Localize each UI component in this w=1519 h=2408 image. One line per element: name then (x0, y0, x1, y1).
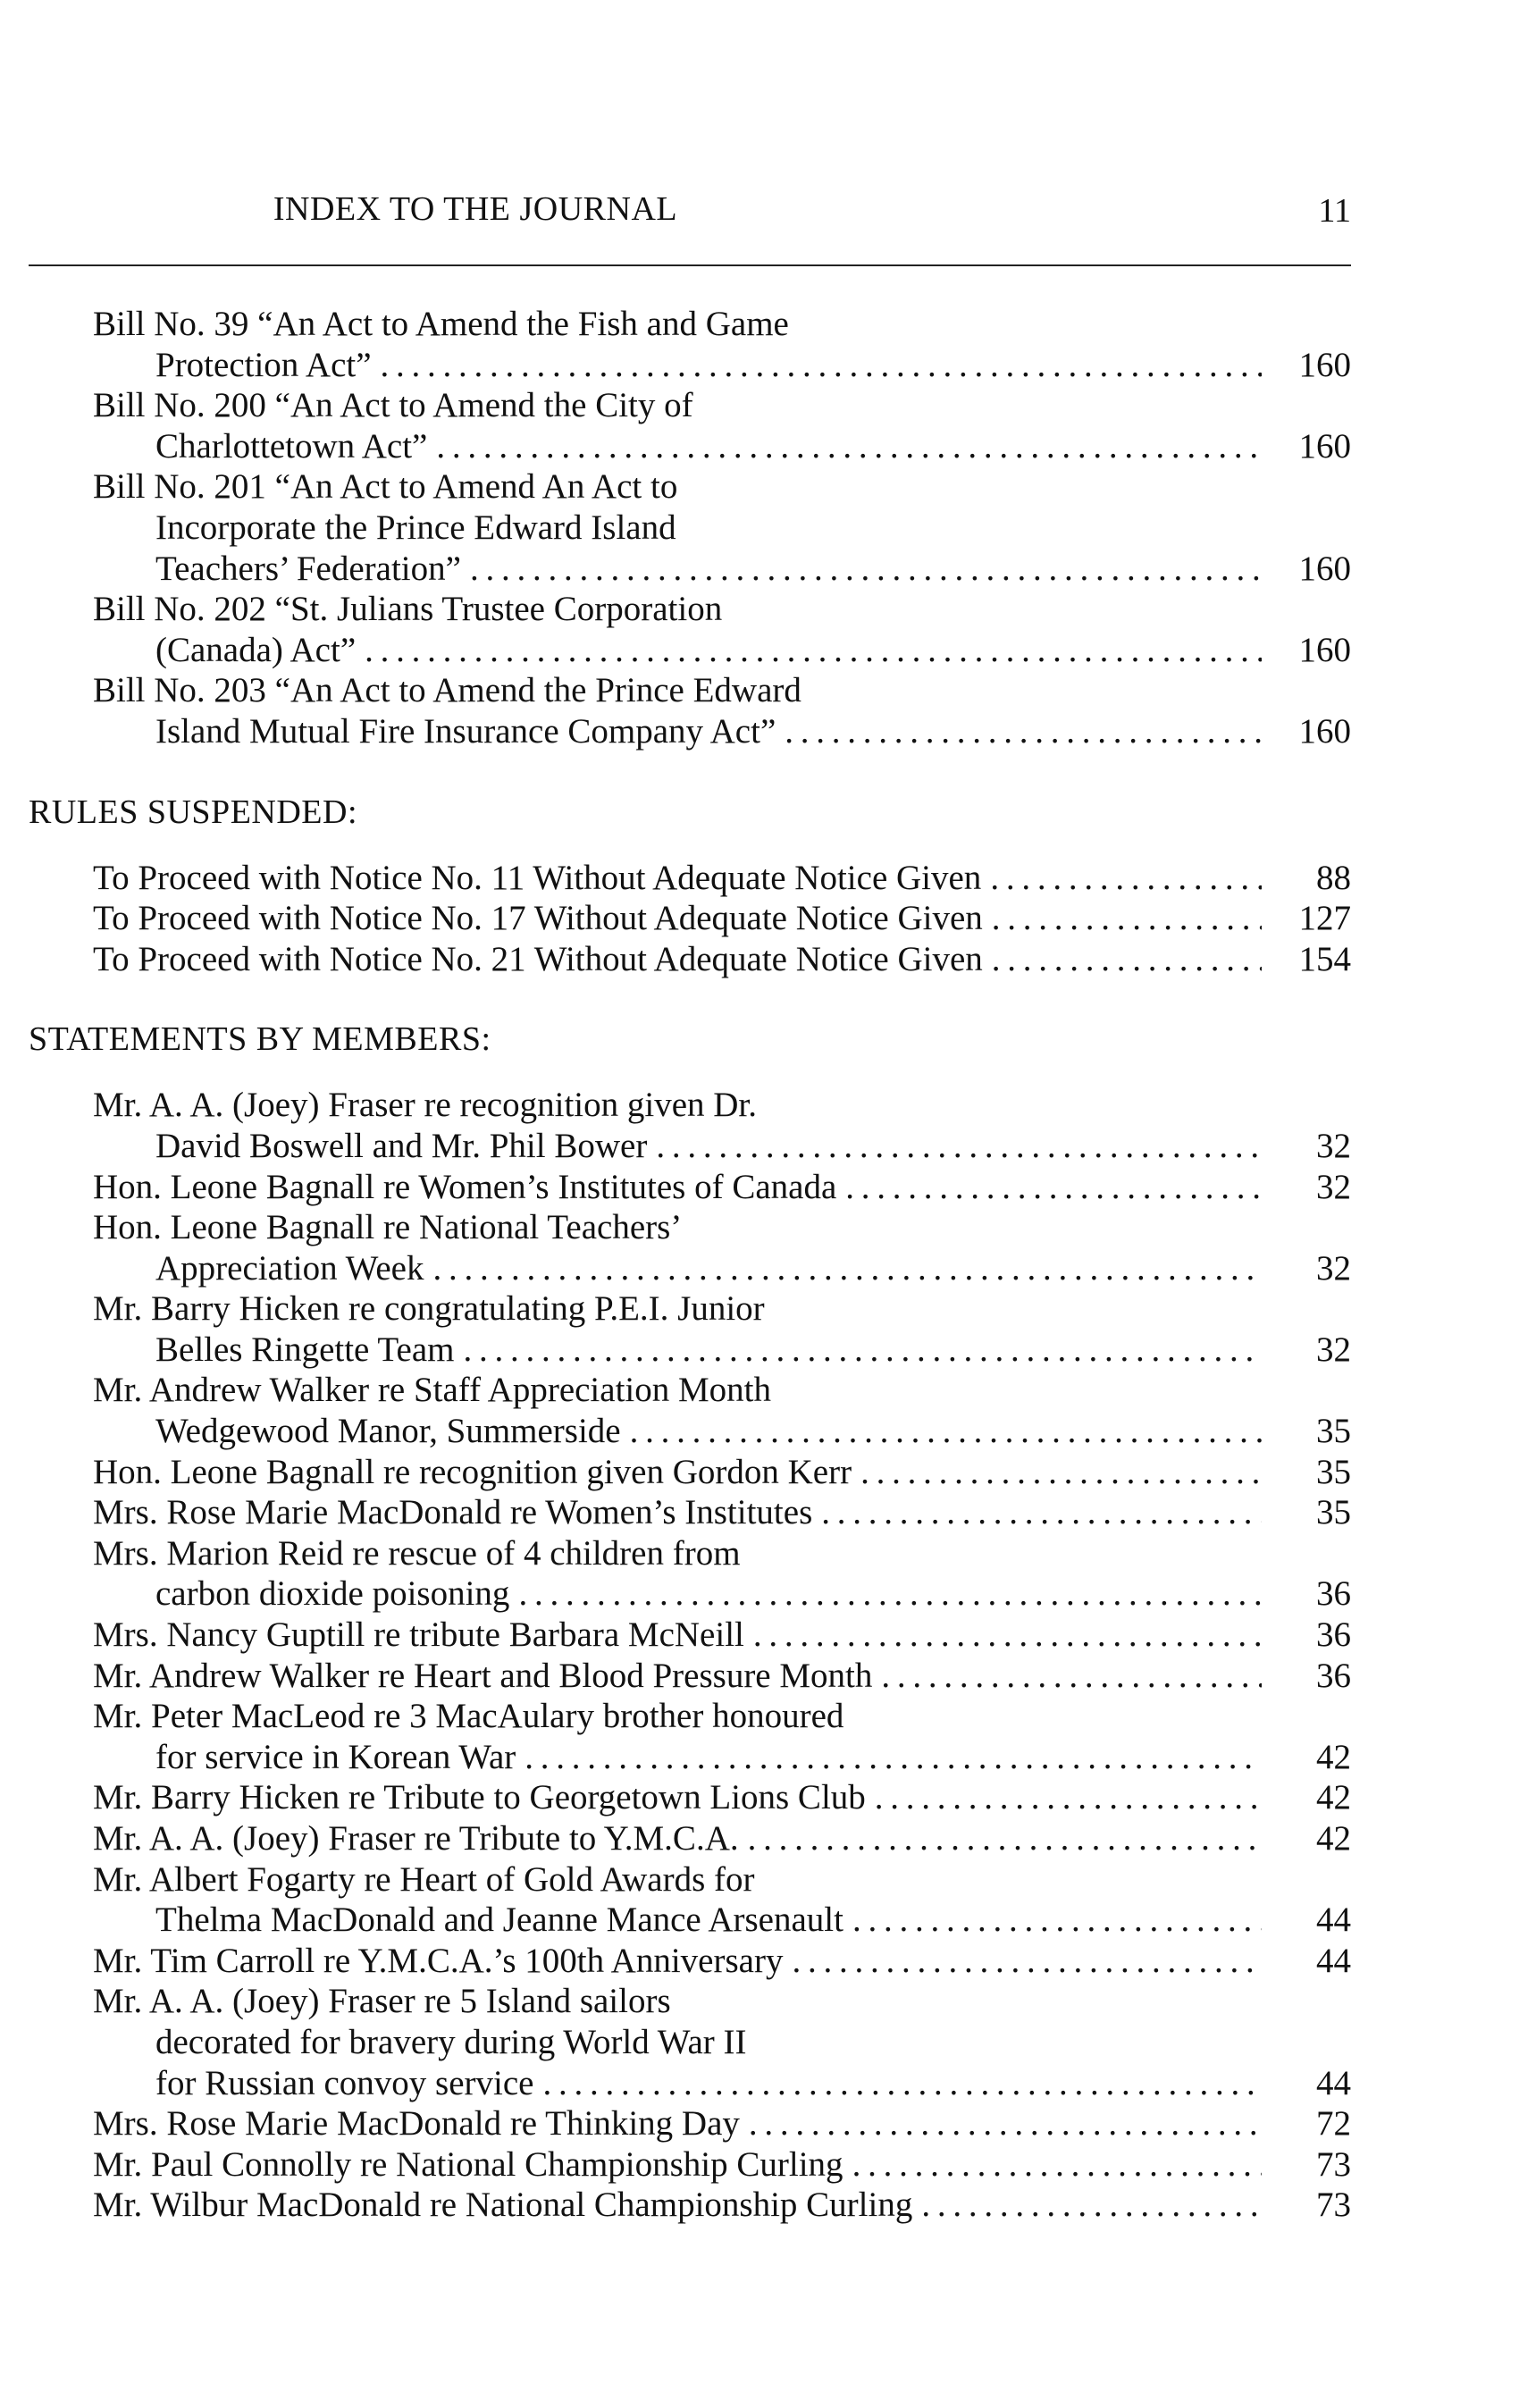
entry-text: Mrs. Nancy Guptill re tribute Barbara McNeill (93, 1615, 744, 1655)
entry-text: Hon. Leone Bagnall re Women’s Institutes of Canada (93, 1167, 837, 1206)
entry-line (93, 1737, 1262, 1778)
entry-text: (Canada) Act” (155, 630, 357, 669)
entry-page-number: 44 (1316, 2063, 1351, 2102)
index-entry (29, 1859, 1351, 1941)
entry-text: Bill No. 39 “An Act to Amend the Fish and Game (93, 305, 789, 343)
entry-text: Mrs. Rose Marie MacDonald re Women’s Institutes (93, 1493, 813, 1532)
entry-line (93, 1411, 1262, 1452)
dot-leader (630, 1411, 1262, 1452)
index-entry (29, 1452, 1351, 1493)
entry-line (93, 1085, 1262, 1126)
index-entry (29, 304, 1351, 385)
dot-leader (656, 1126, 1262, 1167)
index-entry (29, 1981, 1351, 2103)
dot-leader (525, 1737, 1262, 1778)
entry-page-number: 32 (1316, 1330, 1351, 1369)
entry-text: To Proceed with Notice No. 11 Without Adequate Notice Given (93, 858, 982, 897)
entry-text: Mr. Andrew Walker re Staff Appreciation Month (93, 1371, 772, 1410)
entry-line (93, 630, 1262, 671)
entry-line (93, 711, 1262, 752)
entry-line (93, 1167, 1262, 1208)
entry-text: To Proceed with Notice No. 17 Without Adequate Notice Given (93, 899, 983, 938)
entry-line (93, 508, 1262, 549)
dot-leader (792, 1941, 1262, 1982)
entry-text: Mr. Peter MacLeod re 3 MacAulary brother honoured (93, 1697, 844, 1736)
index-content (29, 304, 1351, 2226)
entry-line (93, 1941, 1262, 1982)
entry-line (93, 1126, 1262, 1167)
entry-line (93, 858, 1262, 899)
index-entry (29, 670, 1351, 751)
entry-line (93, 1656, 1262, 1697)
index-entry (29, 1167, 1351, 1208)
entry-page-number: 42 (1316, 1737, 1351, 1776)
entry-page-number: 36 (1316, 1656, 1351, 1695)
index-section (29, 1019, 1351, 2226)
dot-leader (470, 549, 1262, 590)
entry-line (93, 1452, 1262, 1493)
dot-leader (821, 1492, 1262, 1533)
index-entry (29, 1207, 1351, 1288)
entry-text: Bill No. 202 “St. Julians Trustee Corporation (93, 590, 723, 629)
entry-line (93, 1370, 1262, 1411)
entry-text: Protection Act” (155, 345, 372, 384)
entry-page-number: 32 (1316, 1126, 1351, 1165)
entry-text: Thelma MacDonald and Jeanne Mance Arsenault (155, 1900, 843, 1940)
entry-line (93, 2103, 1262, 2144)
entry-page-number: 160 (1298, 549, 1351, 588)
entry-page-number: 35 (1316, 1493, 1351, 1532)
entry-text: Mr. Barry Hicken re congratulating P.E.I. Junior (93, 1289, 765, 1329)
entry-page-number: 44 (1316, 1900, 1351, 1940)
index-entry (29, 2103, 1351, 2144)
entry-text: David Boswell and Mr. Phil Bower (155, 1126, 648, 1165)
index-entry (29, 939, 1351, 980)
entry-text: Mrs. Marion Reid re rescue of 4 children from (93, 1533, 741, 1573)
dot-leader (748, 1818, 1262, 1859)
entry-page-number: 160 (1298, 711, 1351, 751)
running-head (29, 189, 1351, 234)
entry-text: Mr. Albert Fogarty re Heart of Gold Awards for (93, 1859, 755, 1899)
entry-line (93, 304, 1262, 345)
entry-line (93, 939, 1262, 980)
entry-line (93, 2022, 1262, 2063)
entry-page-number: 160 (1298, 630, 1351, 669)
dot-leader (845, 1167, 1262, 1208)
entry-text: Teachers’ Federation” (155, 549, 461, 588)
dot-leader (860, 1452, 1262, 1493)
entry-text: Hon. Leone Bagnall re recognition given Gordon Kerr (93, 1452, 852, 1491)
index-entry (29, 1533, 1351, 1615)
dot-leader (852, 1900, 1262, 1941)
dot-leader (875, 1777, 1262, 1818)
entry-line (93, 589, 1262, 630)
index-entry (29, 466, 1351, 589)
index-entry (29, 898, 1351, 939)
entry-page-number: 42 (1316, 1819, 1351, 1858)
dot-leader (992, 939, 1262, 980)
entry-line (93, 1777, 1262, 1818)
index-entry (29, 2185, 1351, 2226)
index-entry (29, 1615, 1351, 1656)
dot-leader (881, 1656, 1262, 1697)
entry-text: Bill No. 203 “An Act to Amend the Prince Edward (93, 671, 801, 710)
entry-text: Mr. A. A. (Joey) Fraser re recognition given Dr. (93, 1086, 758, 1125)
entry-page-number: 127 (1298, 899, 1351, 938)
entry-line (93, 1696, 1262, 1737)
index-entry (29, 1492, 1351, 1533)
entry-line (93, 466, 1262, 508)
dot-leader (436, 426, 1262, 467)
entry-page-number: 72 (1316, 2104, 1351, 2144)
entry-page-number: 73 (1316, 2144, 1351, 2184)
dot-leader (992, 898, 1262, 939)
index-section (29, 792, 1351, 980)
entry-text: for Russian convoy service (155, 2063, 534, 2102)
entry-page-number: 88 (1316, 858, 1351, 897)
dot-leader (381, 345, 1262, 386)
index-entry (29, 1696, 1351, 1777)
dot-leader (365, 630, 1262, 671)
entry-line (93, 898, 1262, 939)
index-entry (29, 589, 1351, 670)
index-entry (29, 1656, 1351, 1697)
entry-line (93, 1207, 1262, 1248)
entry-text: Mr. A. A. (Joey) Fraser re Tribute to Y.M.C.A. (93, 1819, 739, 1858)
entry-page-number: 35 (1316, 1412, 1351, 1451)
entry-line (93, 345, 1262, 386)
entry-text: Bill No. 200 “An Act to Amend the City of (93, 386, 693, 425)
entry-line (93, 1288, 1262, 1330)
index-entry (29, 1818, 1351, 1859)
dot-leader (785, 711, 1262, 752)
index-entry (29, 1941, 1351, 1982)
entry-page-number: 36 (1316, 1574, 1351, 1614)
entry-text: for service in Korean War (155, 1737, 516, 1776)
entry-page-number: 36 (1316, 1615, 1351, 1655)
entry-text: Mr. Wilbur MacDonald re National Championship Curling (93, 2186, 913, 2225)
index-entry (29, 1777, 1351, 1818)
dot-leader (432, 1248, 1262, 1289)
header-divider (29, 264, 1351, 266)
entry-text: Charlottetown Act” (155, 426, 428, 466)
entry-text: Hon. Leone Bagnall re National Teachers’ (93, 1208, 683, 1247)
entry-line (93, 1573, 1262, 1615)
entry-text: Mr. Paul Connolly re National Championship Curling (93, 2144, 843, 2184)
entry-text: Mr. Barry Hicken re Tribute to Georgetown Lions Club (93, 1778, 866, 1817)
entry-page-number: 44 (1316, 1941, 1351, 1980)
entry-line (93, 1533, 1262, 1574)
section-heading: RULES SUSPENDED: (29, 793, 357, 831)
dot-leader (749, 2103, 1262, 2144)
entry-page-number: 42 (1316, 1778, 1351, 1817)
entry-line (93, 1248, 1262, 1289)
entry-line (93, 1615, 1262, 1656)
page-title: INDEX TO THE JOURNAL (273, 190, 678, 228)
entry-page-number: 160 (1298, 345, 1351, 384)
entry-line (93, 1900, 1262, 1941)
index-entry (29, 858, 1351, 899)
entry-line (93, 2063, 1262, 2104)
dot-leader (463, 1330, 1262, 1371)
entry-text: Mr. Andrew Walker re Heart and Blood Pressure Month (93, 1656, 873, 1695)
entry-text: Mrs. Rose Marie MacDonald re Thinking Day (93, 2104, 740, 2144)
dot-leader (518, 1573, 1262, 1615)
entry-page-number: 154 (1298, 939, 1351, 978)
entry-line (93, 1492, 1262, 1533)
entry-page-number: 35 (1316, 1452, 1351, 1491)
entry-text: Mr. A. A. (Joey) Fraser re 5 Island sailors (93, 1982, 671, 2021)
entry-text: Incorporate the Prince Edward Island (155, 508, 676, 547)
entry-text: Mr. Tim Carroll re Y.M.C.A.’s 100th Anniversary (93, 1941, 784, 1980)
entry-page-number: 160 (1298, 426, 1351, 466)
page-number: 11 (1318, 192, 1351, 230)
entry-page-number: 32 (1316, 1167, 1351, 1206)
index-entry (29, 2144, 1351, 2186)
entry-text: To Proceed with Notice No. 21 Without Adequate Notice Given (93, 939, 983, 978)
index-entry (29, 1085, 1351, 1166)
entry-text: Wedgewood Manor, Summerside (155, 1412, 621, 1451)
entry-text: decorated for bravery during World War II (155, 2022, 747, 2061)
dot-leader (990, 858, 1262, 899)
entry-text: Island Mutual Fire Insurance Company Act” (155, 711, 776, 751)
entry-line (93, 549, 1262, 590)
entry-text: Appreciation Week (155, 1248, 424, 1288)
entry-text: Bill No. 201 “An Act to Amend An Act to (93, 467, 678, 507)
entry-line (93, 1818, 1262, 1859)
index-entry (29, 1370, 1351, 1451)
dot-leader (542, 2063, 1262, 2104)
index-entry (29, 385, 1351, 466)
entry-line (93, 1330, 1262, 1371)
entry-line (93, 1981, 1262, 2022)
entry-page-number: 32 (1316, 1248, 1351, 1288)
entry-text: carbon dioxide poisoning (155, 1574, 510, 1614)
index-section (29, 304, 1351, 752)
entry-line (93, 670, 1262, 711)
dot-leader (753, 1615, 1262, 1656)
dot-leader (921, 2185, 1262, 2226)
entry-page-number: 73 (1316, 2186, 1351, 2225)
entry-line (93, 2144, 1262, 2186)
entry-line (93, 426, 1262, 467)
entry-line (93, 1859, 1262, 1900)
section-heading: STATEMENTS BY MEMBERS: (29, 1020, 491, 1059)
index-entry (29, 1288, 1351, 1370)
dot-leader (852, 2144, 1262, 2186)
entry-line (93, 2185, 1262, 2226)
entry-text: Belles Ringette Team (155, 1330, 455, 1369)
entry-line (93, 385, 1262, 426)
